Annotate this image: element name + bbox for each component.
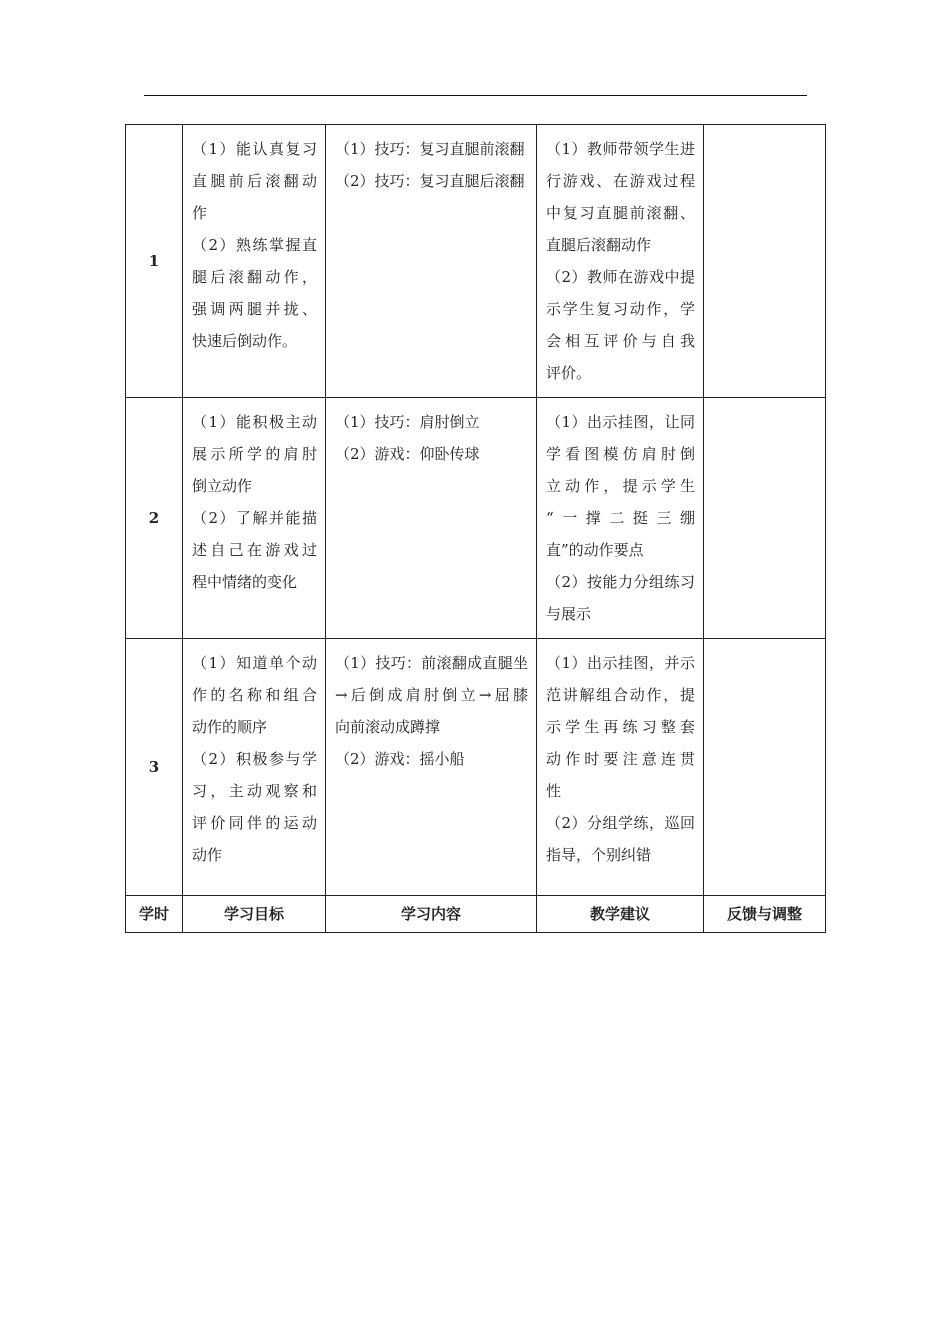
suggestions-cell bbox=[537, 125, 704, 398]
header-goals: 学习目标 bbox=[183, 896, 326, 933]
text-line: 范讲解组合动作，提 bbox=[546, 686, 695, 704]
text-line: （1）教师带领学生进 bbox=[546, 140, 695, 158]
text-line: （2）游戏：摇小船 bbox=[335, 750, 465, 768]
text-line: 动作的顺序 bbox=[192, 718, 268, 736]
text-line: 倒立动作 bbox=[192, 477, 253, 495]
text-line: （1）能积极主动 bbox=[192, 413, 317, 431]
text-line: 习，主动观察和 bbox=[192, 782, 317, 800]
header-feedback: 反馈与调整 bbox=[704, 896, 826, 933]
text-line: （2）按能力分组练习 bbox=[546, 573, 695, 591]
text-line: →后倒成肩肘倒立→屈膝 bbox=[335, 686, 528, 704]
text-line: 作的名称和组合 bbox=[192, 686, 317, 704]
text-line: 评价同伴的运动 bbox=[192, 814, 317, 832]
text-line: 述自己在游戏过 bbox=[192, 541, 317, 559]
table-row bbox=[126, 125, 826, 398]
header-suggestions: 教学建议 bbox=[537, 896, 704, 933]
text-line: 中复习直腿前滚翻、 bbox=[546, 204, 695, 222]
header-content: 学习内容 bbox=[326, 896, 537, 933]
text-line: （1）知道单个动 bbox=[192, 654, 317, 672]
feedback-cell bbox=[704, 398, 826, 639]
text-line: 快速后倒动作。 bbox=[192, 332, 298, 350]
text-line: （1）技巧：前滚翻成直腿坐 bbox=[335, 654, 528, 672]
text-line: 向前滚动成蹲撑 bbox=[335, 718, 441, 736]
text-line: 强调两腿并拢、 bbox=[192, 300, 317, 318]
period-cell: 1 bbox=[126, 125, 183, 398]
text-line: 直腿前后滚翻动 bbox=[192, 172, 317, 190]
text-line: 直腿后滚翻动作 bbox=[546, 236, 652, 254]
text-line: 程中情绪的变化 bbox=[192, 573, 298, 591]
text-line: 指导，个别纠错 bbox=[546, 846, 652, 864]
text-line: 展示所学的肩肘 bbox=[192, 445, 317, 463]
text-line: （1）能认真复习 bbox=[192, 140, 317, 158]
text-line: 行游戏、在游戏过程 bbox=[546, 172, 695, 190]
text-line: （2）熟练掌握直 bbox=[192, 236, 317, 254]
text-line: 性 bbox=[546, 782, 562, 800]
text-line: （1）出示挂图，并示 bbox=[546, 654, 695, 672]
content-cell bbox=[326, 398, 537, 639]
header-rule bbox=[144, 95, 807, 96]
table-row bbox=[126, 398, 826, 639]
text-line: 动作时要注意连贯 bbox=[546, 750, 695, 768]
header-period: 学时 bbox=[126, 896, 183, 933]
text-line: “一撑二挺三绷 bbox=[546, 509, 695, 527]
text-line: 直”的动作要点 bbox=[546, 541, 644, 559]
table-header-row bbox=[126, 896, 826, 933]
text-line: 立动作，提示学生 bbox=[546, 477, 695, 495]
text-line: 作 bbox=[192, 204, 208, 222]
text-line: 评价。 bbox=[546, 364, 592, 382]
text-line: （2）积极参与学 bbox=[192, 750, 317, 768]
text-line: （1）技巧：肩肘倒立 bbox=[335, 413, 480, 431]
text-line: 示学生复习动作，学 bbox=[546, 300, 695, 318]
text-line: （2）了解并能描 bbox=[192, 509, 317, 527]
text-line: （2）分组学练，巡回 bbox=[546, 814, 695, 832]
text-line: （1）出示挂图，让同 bbox=[546, 413, 695, 431]
text-line: 动作 bbox=[192, 846, 223, 864]
feedback-cell bbox=[704, 639, 826, 896]
text-line: 与展示 bbox=[546, 605, 592, 623]
text-line: （2）技巧：复习直腿后滚翻 bbox=[335, 172, 525, 190]
suggestions-cell bbox=[537, 639, 704, 896]
text-line: （2）游戏：仰卧传球 bbox=[335, 445, 480, 463]
text-line: （1）技巧：复习直腿前滚翻 bbox=[335, 140, 525, 158]
period-cell: 3 bbox=[126, 639, 183, 896]
text-line: 会相互评价与自我 bbox=[546, 332, 695, 350]
goals-cell bbox=[183, 398, 326, 639]
feedback-cell bbox=[704, 125, 826, 398]
goals-cell bbox=[183, 125, 326, 398]
text-line: 学看图模仿肩肘倒 bbox=[546, 445, 695, 463]
goals-cell bbox=[183, 639, 326, 896]
text-line: 腿后滚翻动作， bbox=[192, 268, 317, 286]
lesson-plan-table bbox=[125, 124, 826, 933]
period-cell: 2 bbox=[126, 398, 183, 639]
content-cell bbox=[326, 639, 537, 896]
table-row bbox=[126, 639, 826, 896]
suggestions-cell bbox=[537, 398, 704, 639]
text-line: （2）教师在游戏中提 bbox=[546, 268, 695, 286]
content-cell bbox=[326, 125, 537, 398]
text-line: 示学生再练习整套 bbox=[546, 718, 695, 736]
